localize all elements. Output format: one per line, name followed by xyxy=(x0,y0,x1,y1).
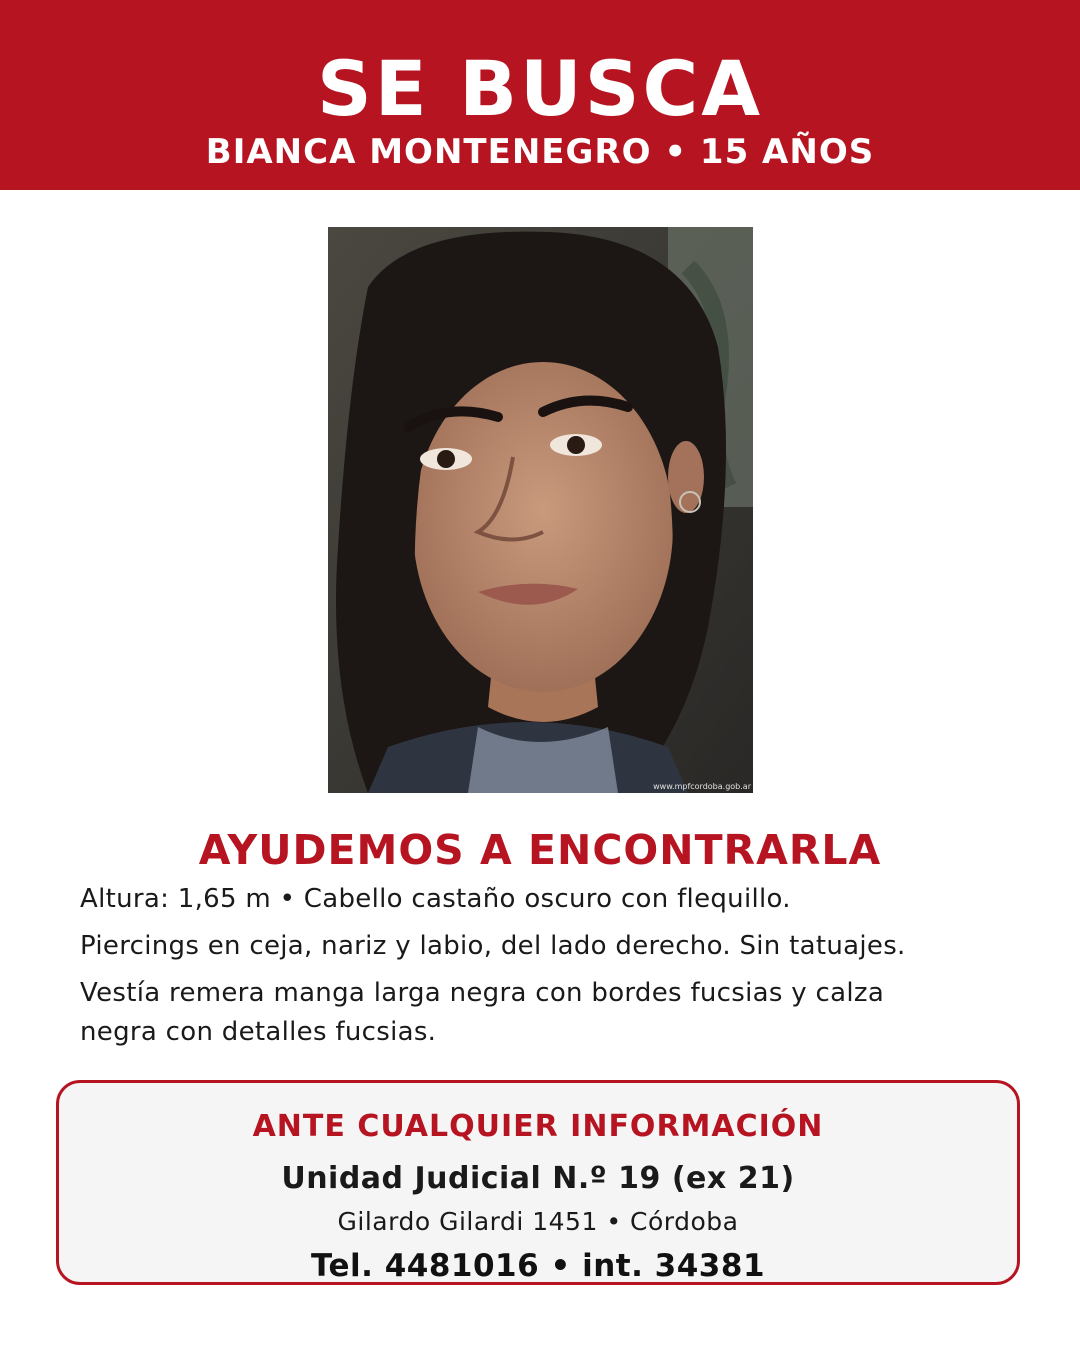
piercings-detail: Piercings en ceja, nariz y labio, del lado derecho. Sin tatuajes. xyxy=(80,931,906,961)
contact-info-box xyxy=(56,1080,1020,1285)
person-photo xyxy=(328,227,753,793)
person-description xyxy=(80,880,960,1080)
person-name-age: BIANCA MONTENEGRO • 15 AÑOS xyxy=(205,132,875,172)
photo-watermark: www.mpfcordoba.gob.ar xyxy=(653,782,751,791)
header-banner xyxy=(0,0,1080,190)
height-hair-detail: Altura: 1,65 m • Cabello castaño oscuro con flequillo. xyxy=(80,884,791,914)
contact-heading: ANTE CUALQUIER INFORMACIÓN xyxy=(252,1109,824,1144)
portrait-illustration xyxy=(328,227,753,793)
poster-title: SE BUSCA xyxy=(316,44,764,133)
clothing-detail: Vestía remera manga larga negra con bordes fucsias y calza negra con detalles fucsias. xyxy=(80,978,885,1047)
contact-address: Gilardo Gilardi 1451 • Córdoba xyxy=(337,1207,739,1236)
help-heading: AYUDEMOS A ENCONTRARLA xyxy=(198,826,882,874)
contact-phone: Tel. 4481016 • int. 34381 xyxy=(310,1248,766,1284)
judicial-unit: Unidad Judicial N.º 19 (ex 21) xyxy=(281,1161,795,1196)
